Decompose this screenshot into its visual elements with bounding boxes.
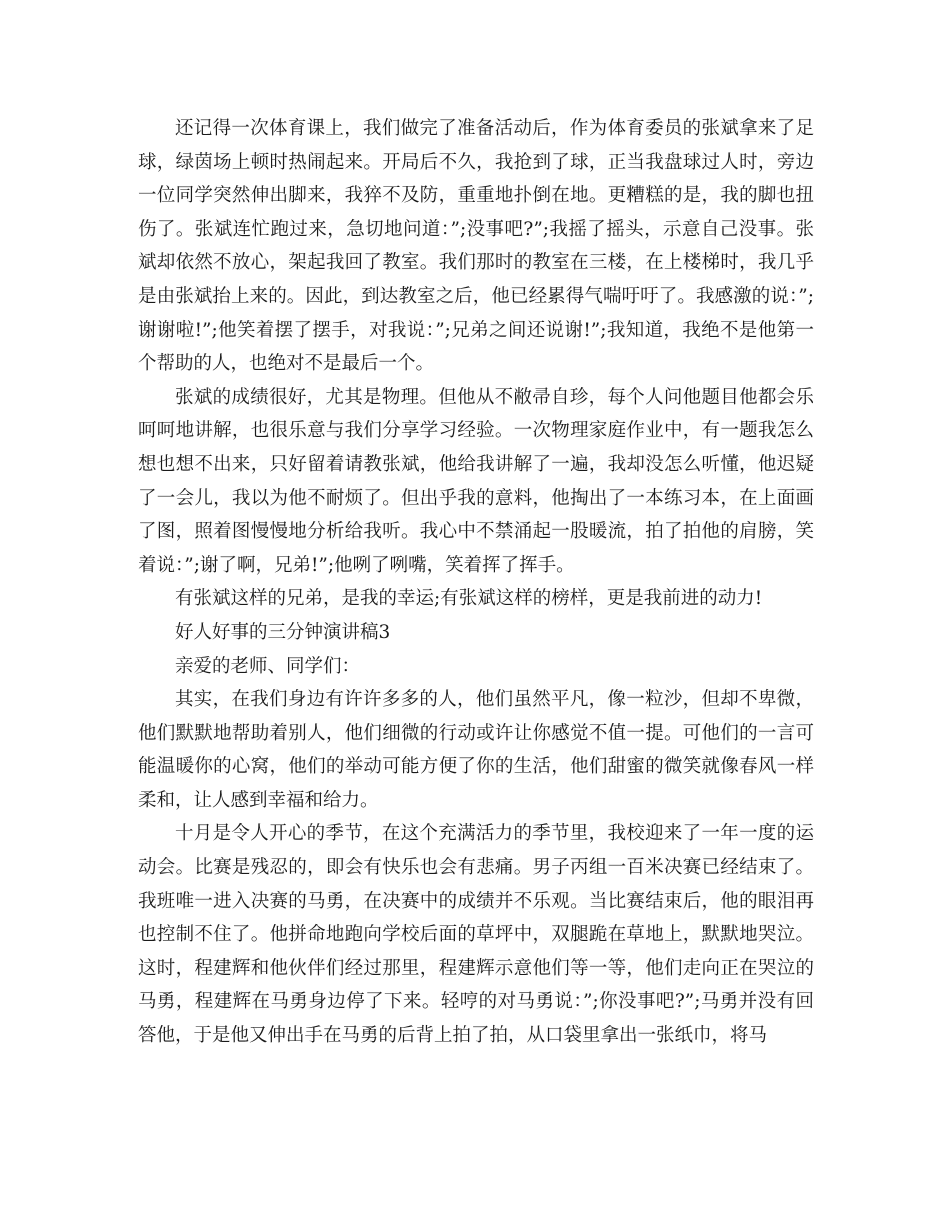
speech-title: 好人好事的三分钟演讲稿3 <box>175 621 391 643</box>
paragraph-ordinary-people: 其实，在我们身边有许许多多的人，他们虽然平凡，像一粒沙，但却不卑微，他们默默地帮助着别人，他们细微的行动或许让你感觉不值一提。可他们的一言可能温暖你的心窝，他们的举动可能方便了你的生活，他们甜蜜的微笑就像春风一样柔和，让人感到幸福和给力。 <box>138 689 814 811</box>
paragraph-conclusion: 有张斌这样的兄弟，是我的幸运;有张斌这样的榜样，更是我前进的动力! <box>175 588 763 610</box>
paragraph-sports-meet: 十月是令人开心的季节，在这个充满活力的季节里，我校迎来了一年一度的运动会。比赛是残忍的，即会有快乐也会有悲痛。男子丙组一百米决赛已经结束了。我班唯一进入决赛的马勇，在决赛中的成绩并不乐观。当比赛结束后，他的眼泪再也控制不住了。他拼命地跑向学校后面的草坪中，双腿跪在草地上，默默地哭泣。这时，程建辉和他伙伴们经过那里，程建辉示意他们等一等，他们走向正在哭泣的马勇，程建辉在马勇身边停了下来。轻哼的对马勇说：”;你没事吧?”;马勇并没有回答他，于是他又伸出手在马勇的后背上拍了拍，从口袋里拿出一张纸巾，将马 <box>138 823 814 1047</box>
paragraph-physics-help: 张斌的成绩很好，尤其是物理。但他从不敝帚自珍，每个人问他题目他都会乐呵呵地讲解，也很乐意与我们分享学习经验。一次物理家庭作业中，有一题我怎么想也想不出来，只好留着请教张斌，他给我讲解了一遍，我却没怎么听懂，他迟疑了一会儿，我以为他不耐烦了。但出乎我的意料，他掏出了一本练习本，在上面画了图，照着图慢慢地分析给我听。我心中不禁涌起一股暖流，拍了拍他的肩膀，笑着说：”;谢了啊，兄弟!”;他咧了咧嘴，笑着挥了挥手。 <box>138 386 814 576</box>
paragraph-football-story: 还记得一次体育课上，我们做完了准备活动后，作为体育委员的张斌拿来了足球，绿茵场上顿时热闹起来。开局后不久，我抢到了球，正当我盘球过人时，旁边一位同学突然伸出脚来，我猝不及防，重重地扑倒在地。更糟糕的是，我的脚也扭伤了。张斌连忙跑过来，急切地问道：”;没事吧?”;我摇了摇头，示意自己没事。张斌却依然不放心，架起我回了教室。我们那时的教室在三楼，在上楼梯时，我几乎是由张斌抬上来的。因此，到达教室之后，他已经累得气喘吁吁了。我感激的说：”;谢谢啦!”;他笑着摆了摆手，对我说：”;兄弟之间还说谢!”;我知道，我绝不是他第一个帮助的人，也绝对不是最后一个。 <box>138 118 814 375</box>
document-body <box>138 112 814 1053</box>
speech-salutation: 亲爱的老师、同学们： <box>175 655 361 677</box>
